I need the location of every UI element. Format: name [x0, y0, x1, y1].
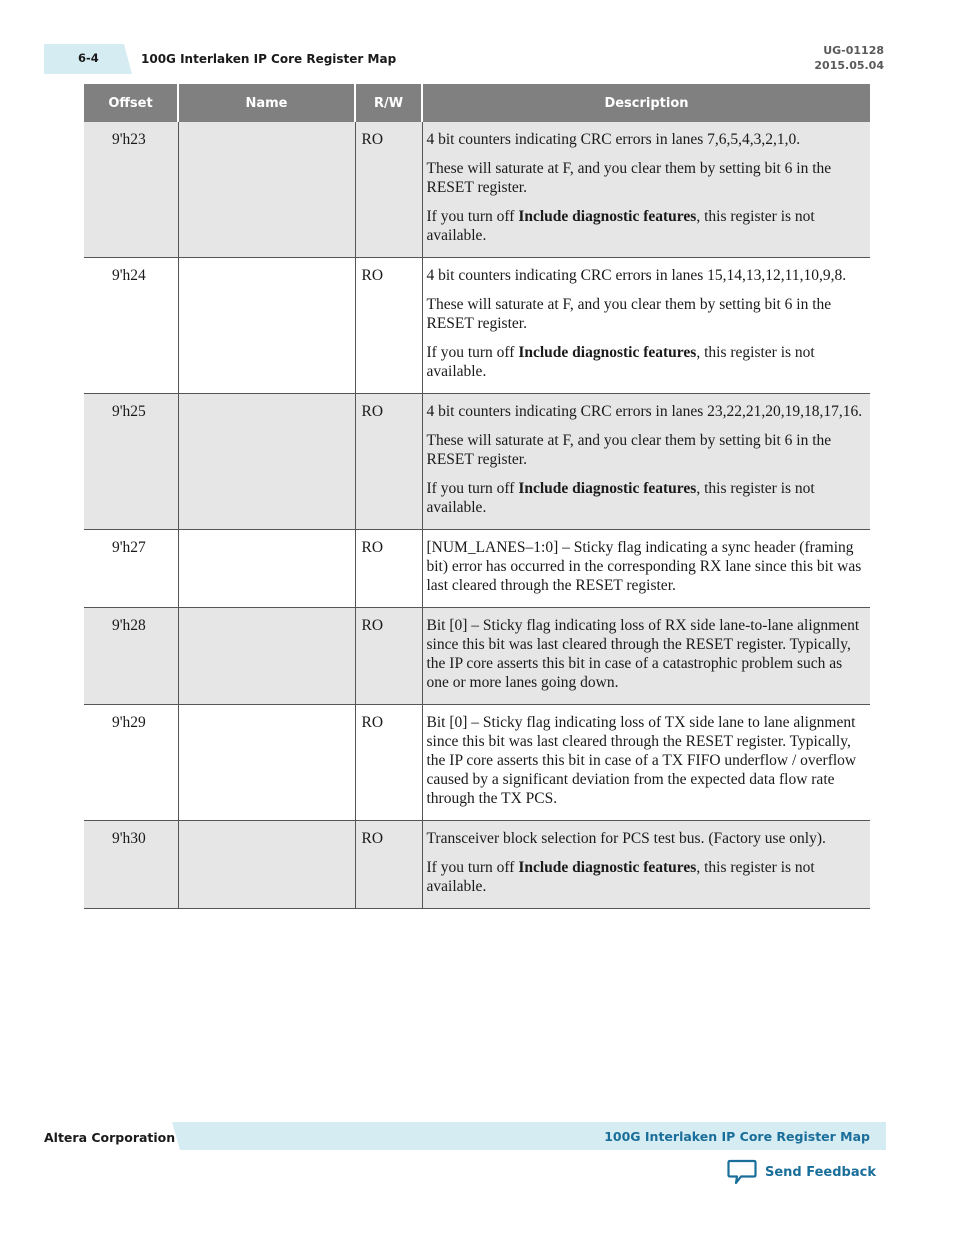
table-row	[84, 394, 870, 530]
offset-cell: 9'h30	[84, 821, 178, 909]
description-cell	[422, 122, 870, 258]
footer-section-link[interactable]: 100G Interlaken IP Core Register Map	[604, 1129, 870, 1144]
running-header-title: 100G Interlaken IP Core Register Map	[141, 52, 397, 66]
table-header-row	[84, 84, 870, 122]
description-cell	[422, 821, 870, 909]
offset-cell: 9'h27	[84, 530, 178, 608]
rw-cell: RO	[355, 530, 422, 608]
table-row	[84, 530, 870, 608]
option-name: Include diagnostic features	[518, 480, 697, 497]
doc-date: 2015.05.04	[814, 59, 884, 72]
table-row	[84, 258, 870, 394]
description-text: If you turn off	[426, 344, 519, 361]
description-text: , this register is not available.	[426, 480, 815, 516]
description-paragraph: Bit [0] – Sticky flag indicating loss of RX side lane-to-lane alignment since this bit was last cleared through the RESET register. Typically, the IP core asserts this bit in case of a catastrophic problem such as one or more lanes going down.	[426, 617, 860, 691]
description-paragraph	[427, 207, 867, 245]
option-name: Include diagnostic features	[518, 344, 697, 361]
rw-cell: RO	[355, 821, 422, 909]
name-cell	[178, 705, 355, 821]
description-cell	[422, 258, 870, 394]
description-text: If you turn off	[426, 859, 519, 876]
offset-cell: 9'h25	[84, 394, 178, 530]
option-name: Include diagnostic features	[518, 208, 697, 225]
rw-cell: RO	[355, 394, 422, 530]
offset-cell: 9'h29	[84, 705, 178, 821]
footer-company: Altera Corporation	[44, 1130, 176, 1145]
description-paragraph	[427, 858, 867, 896]
option-name: Include diagnostic features	[518, 859, 697, 876]
description-paragraph: These will saturate at F, and you clear them by setting bit 6 in the RESET register.	[426, 296, 832, 332]
offset-cell: 9'h28	[84, 608, 178, 705]
offset-cell: 9'h24	[84, 258, 178, 394]
column-header-rw: R/W	[355, 84, 422, 122]
rw-cell: RO	[355, 122, 422, 258]
table-row	[84, 821, 870, 909]
speech-bubble-icon	[727, 1158, 757, 1186]
description-paragraph: [NUM_LANES–1:0] – Sticky flag indicating a sync header (framing bit) error has occurred in the corresponding RX lane since this bit was last cleared through the RESET register.	[426, 539, 862, 594]
name-cell	[178, 530, 355, 608]
column-header-offset: Offset	[84, 84, 178, 122]
name-cell	[178, 821, 355, 909]
column-header-description: Description	[422, 84, 870, 122]
description-paragraph: Transceiver block selection for PCS test bus. (Factory use only).	[426, 830, 826, 847]
description-cell	[422, 530, 870, 608]
offset-cell: 9'h23	[84, 122, 178, 258]
column-header-name: Name	[178, 84, 355, 122]
table-row	[84, 705, 870, 821]
name-cell	[178, 394, 355, 530]
table-body	[84, 122, 870, 909]
description-paragraph: 4 bit counters indicating CRC errors in lanes 15,14,13,12,11,10,9,8.	[426, 267, 847, 284]
table-row	[84, 608, 870, 705]
description-text: If you turn off	[426, 480, 519, 497]
description-text: , this register is not available.	[426, 859, 815, 895]
description-text: , this register is not available.	[426, 208, 815, 244]
description-cell	[422, 705, 870, 821]
description-cell	[422, 608, 870, 705]
name-cell	[178, 258, 355, 394]
rw-cell: RO	[355, 258, 422, 394]
send-feedback-link[interactable]	[727, 1158, 876, 1186]
doc-id: UG-01128	[823, 44, 884, 57]
description-paragraph: 4 bit counters indicating CRC errors in lanes 7,6,5,4,3,2,1,0.	[426, 131, 801, 148]
description-paragraph	[427, 479, 867, 517]
doc-meta	[814, 43, 884, 73]
register-table	[84, 84, 870, 909]
send-feedback-label: Send Feedback	[765, 1164, 876, 1180]
rw-cell: RO	[355, 608, 422, 705]
table-row	[84, 122, 870, 258]
description-paragraph	[427, 343, 867, 381]
description-cell	[422, 394, 870, 530]
description-paragraph: These will saturate at F, and you clear them by setting bit 6 in the RESET register.	[426, 160, 832, 196]
name-cell	[178, 608, 355, 705]
rw-cell: RO	[355, 705, 422, 821]
description-text: , this register is not available.	[426, 344, 815, 380]
name-cell	[178, 122, 355, 258]
description-paragraph: 4 bit counters indicating CRC errors in lanes 23,22,21,20,19,18,17,16.	[426, 403, 863, 420]
description-text: If you turn off	[426, 208, 519, 225]
page-number: 6-4	[78, 51, 99, 65]
description-paragraph: Bit [0] – Sticky flag indicating loss of TX side lane to lane alignment since this bit was last cleared through the RESET register. Typically, the IP core asserts this bit in case of a TX FIFO underflow / overflow caused by a significant deviation from the expected data flow rate through the TX PCS.	[426, 714, 857, 807]
description-paragraph: These will saturate at F, and you clear them by setting bit 6 in the RESET register.	[426, 432, 832, 468]
